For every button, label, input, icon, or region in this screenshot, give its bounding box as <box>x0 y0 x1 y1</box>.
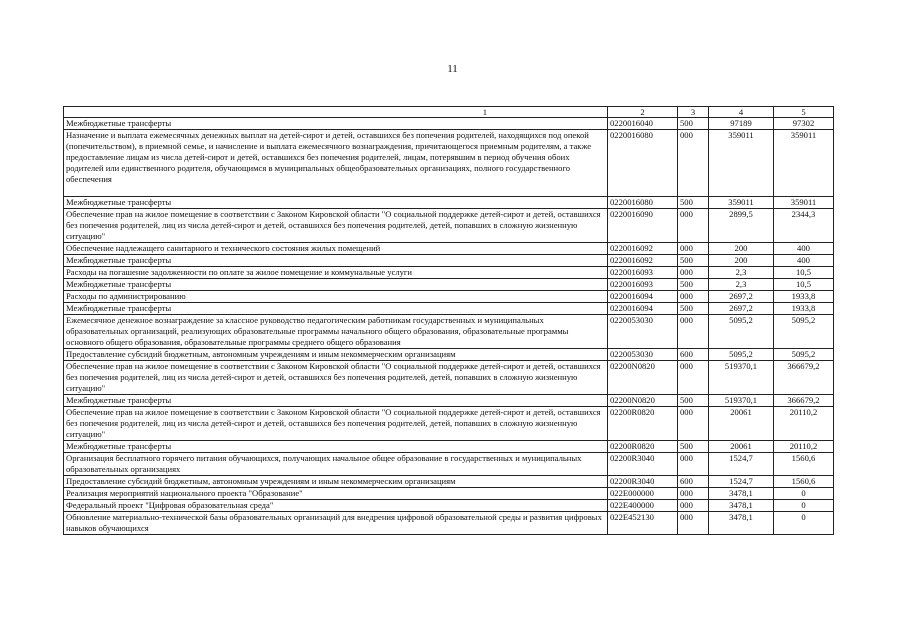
row-name: Межбюджетные трансферты <box>64 441 608 453</box>
row-value-col5: 359011 <box>774 197 834 209</box>
row-value-col4: 97189 <box>709 118 774 130</box>
row-value-col4: 5095,2 <box>709 349 774 361</box>
row-value-col4: 20061 <box>709 407 774 441</box>
row-value-col4: 200 <box>709 255 774 267</box>
table-row <box>64 488 834 500</box>
row-code: 0220016080 <box>608 197 678 209</box>
table-row <box>64 255 834 267</box>
row-expense-type: 000 <box>678 315 709 349</box>
row-value-col4: 3478,1 <box>709 512 774 535</box>
row-value-col5: 366679,2 <box>774 395 834 407</box>
row-code: 02200R0820 <box>608 407 678 441</box>
row-code: 0220016094 <box>608 291 678 303</box>
row-name: Федеральный проект "Цифровая образовательная среда" <box>64 500 608 512</box>
row-name: Межбюджетные трансферты <box>64 395 608 407</box>
table-row <box>64 512 834 535</box>
row-value-col5: 20110,2 <box>774 441 834 453</box>
row-name: Ежемесячное денежное вознаграждение за классное руководство педагогическим работникам государственных и муниципальных образовательных организаций, реализующих образовательные программы начального общего образования, образовательные программы основного общего образования, образовательные программы среднего общего образования <box>64 315 608 349</box>
table-row <box>64 476 834 488</box>
row-value-col5: 97302 <box>774 118 834 130</box>
row-expense-type: 000 <box>678 130 709 197</box>
row-value-col4: 2,3 <box>709 279 774 291</box>
row-name: Межбюджетные трансферты <box>64 279 608 291</box>
table-row <box>64 243 834 255</box>
row-name: Реализация мероприятий национального проекта "Образование" <box>64 488 608 500</box>
row-value-col5: 2344,3 <box>774 209 834 243</box>
header-col-2: 2 <box>608 107 678 118</box>
row-value-col5: 20110,2 <box>774 407 834 441</box>
row-code: 0220053030 <box>608 349 678 361</box>
row-value-col4: 2899,5 <box>709 209 774 243</box>
row-value-col4: 359011 <box>709 197 774 209</box>
table-row <box>64 361 834 395</box>
row-expense-type: 600 <box>678 476 709 488</box>
table-row <box>64 500 834 512</box>
row-name: Организация бесплатного горячего питания обучающихся, получающих начальное общее образование в государственных и муниципальных образовательных организациях <box>64 453 608 476</box>
row-expense-type: 000 <box>678 407 709 441</box>
row-value-col5: 0 <box>774 488 834 500</box>
row-value-col5: 359011 <box>774 130 834 197</box>
table-row <box>64 303 834 315</box>
row-value-col5: 5095,2 <box>774 349 834 361</box>
table-row <box>64 130 834 197</box>
row-code: 02200R3040 <box>608 476 678 488</box>
row-code: 0220016093 <box>608 267 678 279</box>
table-header-row <box>64 107 834 118</box>
table-row <box>64 315 834 349</box>
row-value-col5: 10,5 <box>774 267 834 279</box>
row-name: Предоставление субсидий бюджетным, автономным учреждениям и иным некоммерческим организациям <box>64 349 608 361</box>
row-value-col5: 10,5 <box>774 279 834 291</box>
row-code: 022E452130 <box>608 512 678 535</box>
row-expense-type: 000 <box>678 267 709 279</box>
row-name: Обеспечение прав на жилое помещение в соответствии с Законом Кировской области "О социальной поддержке детей-сирот и детей, оставшихся без попечения родителей, лиц из числа детей-сирот и детей, оставшихся без попечения родителей, детей, попавших в сложную жизненную ситуацию" <box>64 407 608 441</box>
row-expense-type: 600 <box>678 349 709 361</box>
table-row <box>64 279 834 291</box>
row-expense-type: 500 <box>678 118 709 130</box>
table-row <box>64 291 834 303</box>
table-row <box>64 453 834 476</box>
header-col-4: 4 <box>709 107 774 118</box>
row-name: Расходы на погашение задолженности по оплате за жилое помещение и коммунальные услуги <box>64 267 608 279</box>
table-row <box>64 267 834 279</box>
row-code: 0220016092 <box>608 243 678 255</box>
row-value-col4: 3478,1 <box>709 500 774 512</box>
row-value-col5: 400 <box>774 255 834 267</box>
row-name: Межбюджетные трансферты <box>64 303 608 315</box>
row-value-col5: 1560,6 <box>774 453 834 476</box>
page-number: 11 <box>447 63 458 75</box>
row-code: 02200N0820 <box>608 361 678 395</box>
row-expense-type: 000 <box>678 243 709 255</box>
table-row <box>64 197 834 209</box>
row-code: 022E400000 <box>608 500 678 512</box>
header-col-1: 1 <box>64 107 608 118</box>
row-expense-type: 000 <box>678 500 709 512</box>
row-name: Обеспечение прав на жилое помещение в соответствии с Законом Кировской области "О социальной поддержке детей-сирот и детей, оставшихся без попечения родителей, лиц из числа детей-сирот и детей, оставшихся без попечения родителей, детей, попавших в сложную жизненную ситуацию" <box>64 209 608 243</box>
row-name: Межбюджетные трансферты <box>64 255 608 267</box>
row-code: 0220016094 <box>608 303 678 315</box>
row-code: 02200R3040 <box>608 453 678 476</box>
row-name: Обновление материально-технической базы образовательных организаций для внедрения цифровой образовательной среды и развития цифровых навыков обучающихся <box>64 512 608 535</box>
row-expense-type: 500 <box>678 303 709 315</box>
table-body <box>64 118 834 535</box>
row-value-col4: 2,3 <box>709 267 774 279</box>
row-value-col5: 0 <box>774 512 834 535</box>
row-value-col5: 1933,8 <box>774 303 834 315</box>
row-value-col5: 0 <box>774 500 834 512</box>
row-value-col4: 20061 <box>709 441 774 453</box>
row-expense-type: 000 <box>678 453 709 476</box>
table-row <box>64 441 834 453</box>
row-expense-type: 000 <box>678 512 709 535</box>
row-value-col4: 519370,1 <box>709 395 774 407</box>
row-code: 02200N0820 <box>608 395 678 407</box>
row-name: Расходы по администрированию <box>64 291 608 303</box>
row-value-col4: 1524,7 <box>709 476 774 488</box>
row-expense-type: 500 <box>678 197 709 209</box>
row-code: 0220016093 <box>608 279 678 291</box>
row-expense-type: 500 <box>678 279 709 291</box>
row-value-col5: 1560,6 <box>774 476 834 488</box>
row-value-col4: 2697,2 <box>709 303 774 315</box>
row-value-col5: 366679,2 <box>774 361 834 395</box>
row-expense-type: 000 <box>678 209 709 243</box>
row-name: Межбюджетные трансферты <box>64 197 608 209</box>
row-code: 0220016090 <box>608 209 678 243</box>
row-value-col4: 1524,7 <box>709 453 774 476</box>
table-row <box>64 407 834 441</box>
row-value-col4: 200 <box>709 243 774 255</box>
table-row <box>64 118 834 130</box>
row-code: 0220016040 <box>608 118 678 130</box>
row-value-col4: 3478,1 <box>709 488 774 500</box>
row-name: Предоставление субсидий бюджетным, автономным учреждениям и иным некоммерческим организациям <box>64 476 608 488</box>
row-value-col5: 400 <box>774 243 834 255</box>
row-value-col4: 359011 <box>709 130 774 197</box>
row-expense-type: 500 <box>678 441 709 453</box>
row-name: Обеспечение надлежащего санитарного и технического состояния жилых помещений <box>64 243 608 255</box>
row-code: 0220053030 <box>608 315 678 349</box>
row-expense-type: 000 <box>678 361 709 395</box>
row-expense-type: 500 <box>678 255 709 267</box>
header-col-5: 5 <box>774 107 834 118</box>
row-code: 0220016092 <box>608 255 678 267</box>
table-row <box>64 395 834 407</box>
row-expense-type: 500 <box>678 395 709 407</box>
row-name: Межбюджетные трансферты <box>64 118 608 130</box>
row-code: 02200R0820 <box>608 441 678 453</box>
row-code: 022E000000 <box>608 488 678 500</box>
row-value-col5: 5095,2 <box>774 315 834 349</box>
header-col-3: 3 <box>678 107 709 118</box>
row-expense-type: 000 <box>678 291 709 303</box>
table-row <box>64 209 834 243</box>
row-value-col5: 1933,8 <box>774 291 834 303</box>
table-row <box>64 349 834 361</box>
row-name: Обеспечение прав на жилое помещение в соответствии с Законом Кировской области "О социальной поддержке детей-сирот и детей, оставшихся без попечения родителей, лиц из числа детей-сирот и детей, оставшихся без попечения родителей, детей, попавших в сложную жизненную ситуацию" <box>64 361 608 395</box>
row-name: Назначение и выплата ежемесячных денежных выплат на детей-сирот и детей, оставшихся без попечения родителей, находящихся под опекой (попечительством), в приемной семье, и начисление и выплата ежемесячного вознаграждения, причитающегося приемным родителям, а также предоставление лицам из числа детей-сирот и детей, оставшихся без попечения родителей, лицам, потерявшим в период обучения обоих родителей или единственного родителя, обучающимся в муниципальных общеобразовательных организациях, полного государственного обеспечения <box>64 130 608 197</box>
row-value-col4: 2697,2 <box>709 291 774 303</box>
row-code: 0220016080 <box>608 130 678 197</box>
budget-table <box>63 106 834 535</box>
row-value-col4: 519370,1 <box>709 361 774 395</box>
row-expense-type: 000 <box>678 488 709 500</box>
row-value-col4: 5095,2 <box>709 315 774 349</box>
